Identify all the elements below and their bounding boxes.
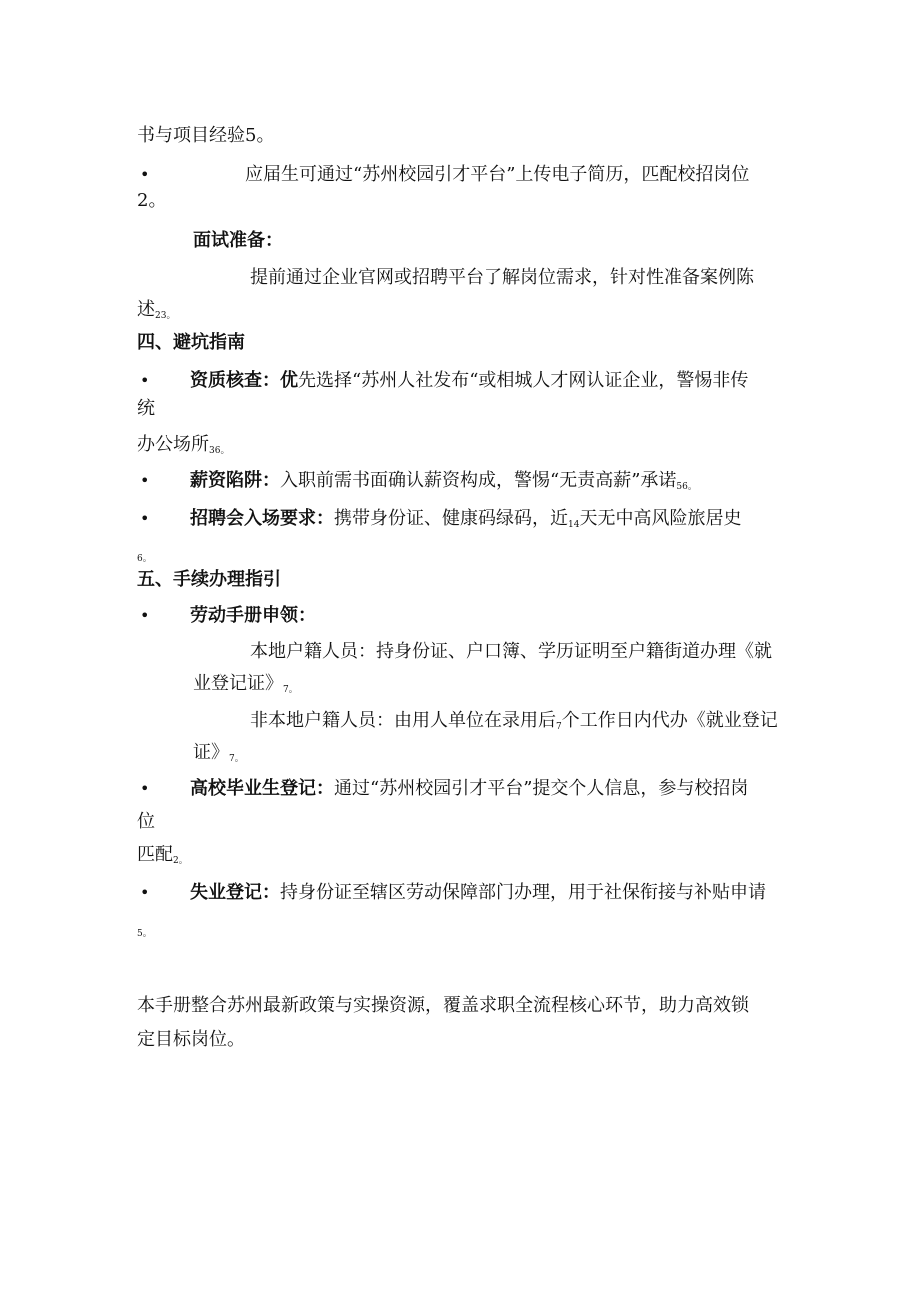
text-line: 6。 — [137, 554, 152, 564]
bullet-marker: • — [140, 471, 150, 490]
section-subheading: 面试准备： — [193, 230, 283, 251]
text-line: 书与项目经验5。 — [137, 125, 275, 146]
text-line: 证》$_{7。}$ — [193, 742, 244, 764]
text-line: 统 — [137, 398, 155, 419]
section-heading: 五、手续办理指引 — [137, 569, 281, 590]
bullet-marker: • — [140, 371, 150, 390]
text-line: 办公场所$_{36。}$ — [137, 434, 230, 456]
text-line: 应届生可通过“苏州校园引才平台”上传电子简历，匹配校招岗位 — [245, 164, 750, 185]
text-line: 位 — [137, 811, 155, 832]
text-line: 业登记证》$_{7。}$ — [193, 673, 298, 695]
text-line: 非本地户籍人员：由用人单位在录用后$_7$个工作日内代办《就业登记 — [250, 710, 778, 732]
text-line: 5。 — [137, 929, 152, 939]
text-line: 本手册整合苏州最新政策与实操资源，覆盖求职全流程核心环节，助力高效锁 — [137, 995, 749, 1016]
bullet-marker: • — [140, 883, 150, 902]
text-line: 高校毕业生登记：通过“苏州校园引才平台”提交个人信息，参与校招岗 — [190, 778, 749, 799]
bullet-marker: • — [140, 779, 150, 798]
text-line: 定目标岗位。 — [137, 1029, 245, 1050]
text-line: 招聘会入场要求：携带身份证、健康码绿码，近$_{14}$天无中高风险旅居史 — [190, 508, 742, 530]
bullet-marker: • — [140, 165, 150, 184]
bullet-marker: • — [140, 606, 150, 625]
text-line: 2。 — [137, 190, 167, 211]
text-line: 劳动手册申领： — [190, 605, 316, 626]
section-heading: 四、避坑指南 — [137, 332, 245, 353]
text-line: 失业登记：持身份证至辖区劳动保障部门办理，用于社保衔接与补贴申请 — [190, 882, 766, 903]
text-line: 薪资陷阱：入职前需书面确认薪资构成，警惕“无责高薪”承诺$_{56。}$ — [190, 470, 697, 492]
text-line: 本地户籍人员：持身份证、户口簿、学历证明至户籍街道办理《就 — [250, 641, 772, 662]
text-line: 提前通过企业官网或招聘平台了解岗位需求，针对性准备案例陈 — [250, 267, 754, 288]
text-line: 资质核查：优先选择“苏州人社发布“或相城人才网认证企业，警惕非传 — [190, 370, 749, 391]
bullet-marker: • — [140, 509, 150, 528]
text-line: 匹配$_{2。}$ — [137, 844, 188, 866]
text-line: 述$_{23。}$ — [137, 299, 176, 321]
